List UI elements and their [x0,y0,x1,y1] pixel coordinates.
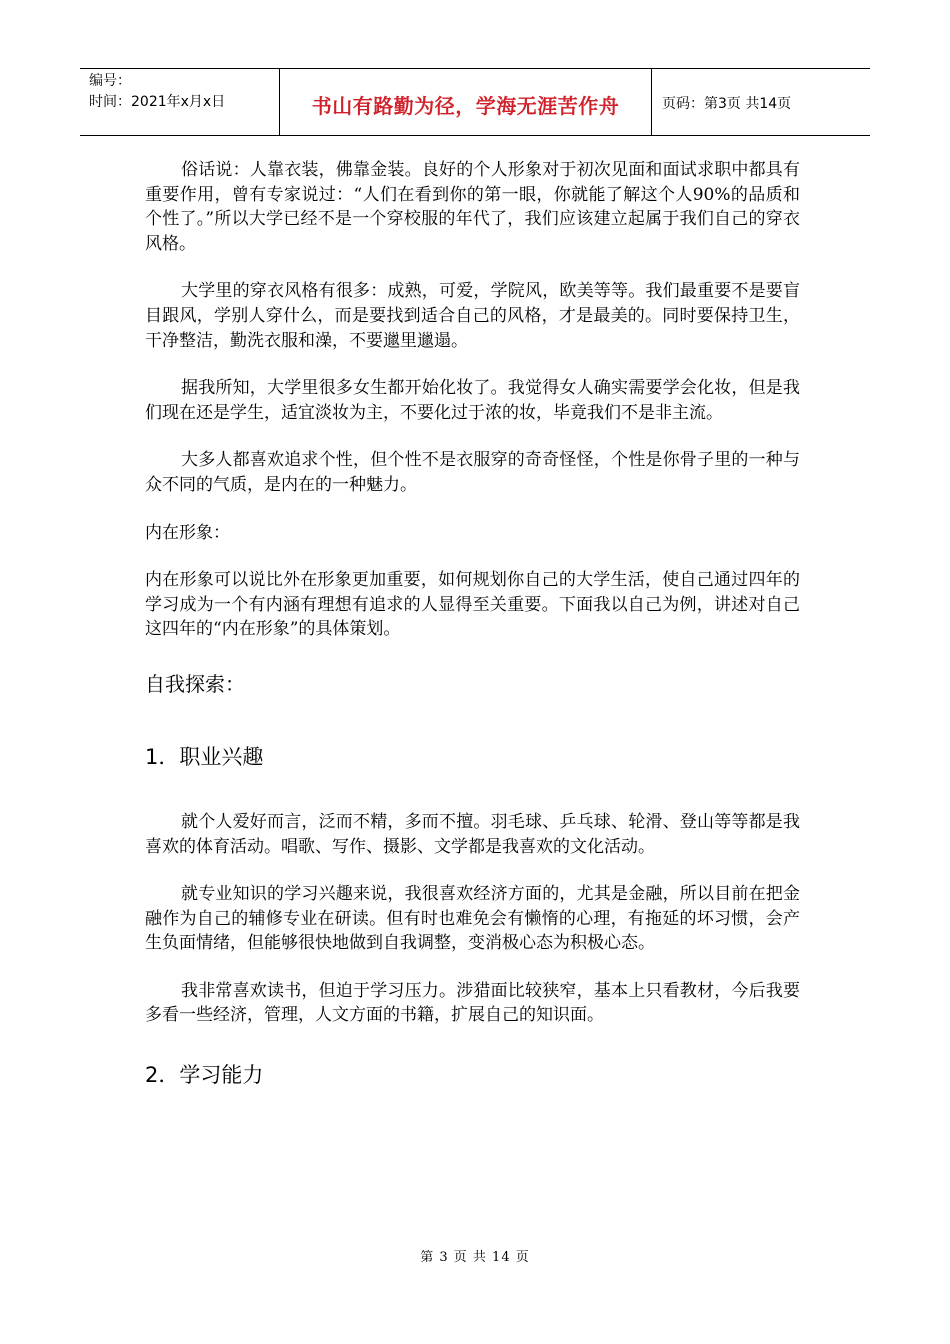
page-header [80,68,870,136]
paragraph-attire-intro: 俗话说：人靠衣装，佛靠金装。良好的个人形象对于初次见面和面试求职中都具有重要作用，曾有专家说过：“人们在看到你的第一眼，你就能了解这个人90%的品质和个性了。”所以大学已经不是一个穿校服的年代了，我们应该建立起属于我们自己的穿衣风格。 [145,160,800,254]
paragraph-study-interest: 就专业知识的学习兴趣来说，我很喜欢经济方面的，尤其是金融，所以目前在把金融作为自己的辅修专业在研读。但有时也难免会有懒惰的心理，有拖延的坏习惯，会产生负面情绪，但能够很快地做到自我调整，变消极心态为积极心态。 [145,884,800,954]
paragraph-attire-styles: 大学里的穿衣风格有很多：成熟，可爱，学院风，欧美等等。我们最重要不是要盲目跟风，学别人穿什么，而是要找到适合自己的风格，才是最美的。同时要保持卫生，干净整洁，勤洗衣服和澡，不要邋里邋遢。 [145,281,800,351]
heading-self-exploration: 自我探索： [145,671,245,696]
header-meta [80,69,280,135]
header-motto: 书山有路勤为径，学海无涯苦作舟 [280,69,652,135]
heading-career-interest: 1．职业兴趣 [145,744,264,769]
paragraph-hobbies: 就个人爱好而言，泛而不精，多而不擅。羽毛球、乒乓球、轮滑、登山等等都是我喜欢的体育活动。唱歌、写作、摄影、文学都是我喜欢的文化活动。 [145,811,800,857]
paragraph-reading: 我非常喜欢读书，但迫于学习压力。涉猎面比较狭窄，基本上只看教材，今后我要多看一些经济，管理，人文方面的书籍，扩展自己的知识面。 [145,980,800,1026]
document-body [145,158,800,1128]
inner-image-label: 内在形象： [145,522,230,543]
header-page-code: 页码：第3页 共14页 [662,96,792,112]
document-date: 时间：2021年x月x日 [89,94,226,110]
document-number-label: 编号： [89,73,131,89]
paragraph-individuality: 大多人都喜欢追求个性，但个性不是衣服穿的奇奇怪怪，个性是你骨子里的一种与众不同的气质，是内在的一种魅力。 [145,450,800,495]
page-footer: 第 3 页 共 14 页 [420,1250,530,1265]
heading-learning-ability: 2．学习能力 [145,1063,264,1088]
paragraph-inner-image: 内在形象可以说比外在形象更加重要，如何规划你自己的大学生活，使自己通过四年的学习成为一个有内涵有理想有追求的人显得至关重要。下面我以自己为例，讲述对自己这四年的“内在形象”的具体策划。 [145,570,800,640]
paragraph-makeup: 据我所知，大学里很多女生都开始化妆了。我觉得女人确实需要学会化妆，但是我们现在还是学生，适宜淡妆为主，不要化过于浓的妆，毕竟我们不是非主流。 [145,378,800,423]
